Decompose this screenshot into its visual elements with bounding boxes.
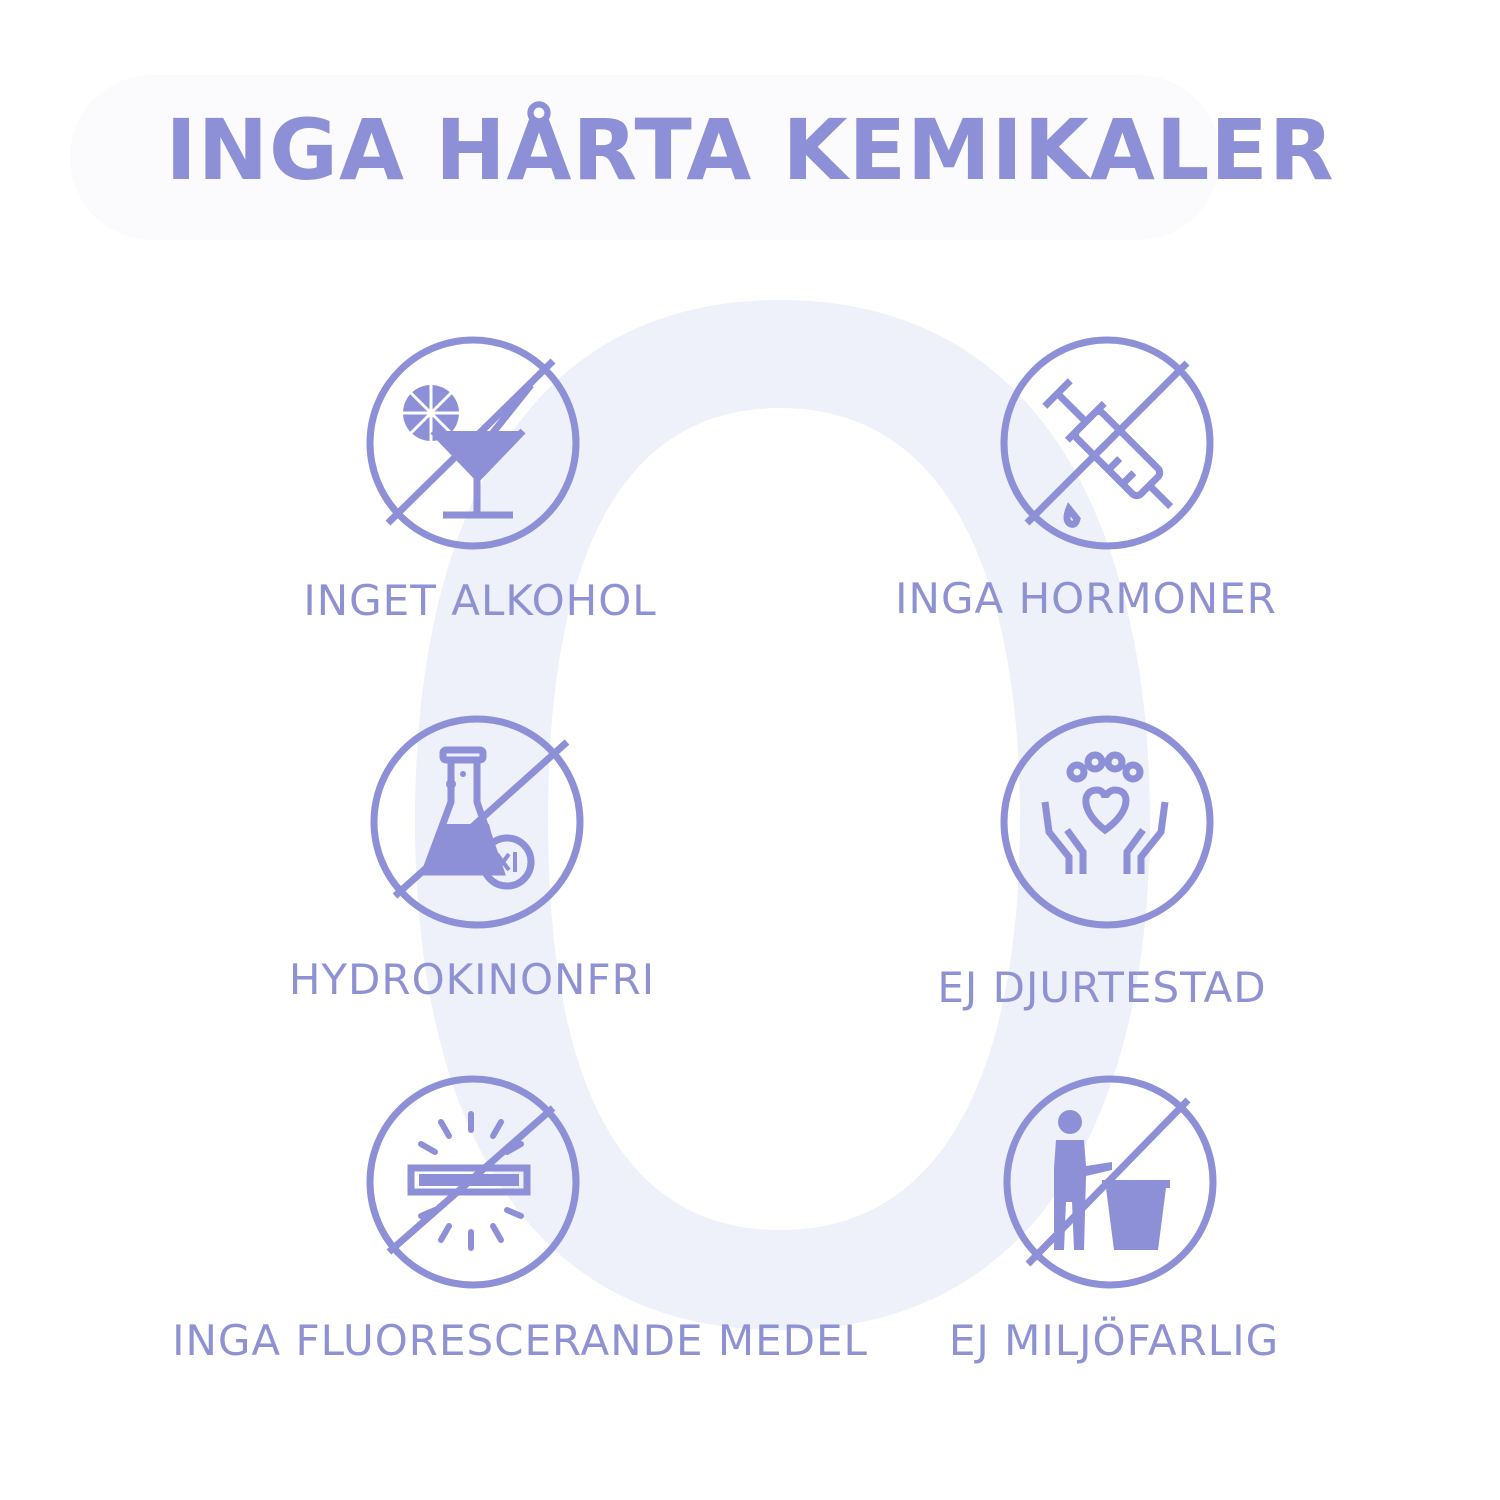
no-alcohol-icon	[363, 333, 583, 553]
feature-label-no-hormones: INGA HORMONER	[895, 574, 1277, 623]
feature-label-no-fluorescent: INGA FLUORESCERANDE MEDEL	[172, 1316, 868, 1365]
feature-label-no-alcohol: INGET ALKOHOL	[303, 576, 657, 625]
page-title: INGA HÅRTA KEMIKALER	[165, 101, 1335, 199]
feature-label-cruelty-free: EJ DJURTESTAD	[937, 963, 1267, 1012]
feature-label-hydroquinone-free: HYDROKINONFRI	[288, 955, 656, 1004]
cruelty-free-icon	[997, 712, 1217, 932]
no-hydroquinone-icon	[367, 712, 587, 932]
not-environmentally-hazardous-icon	[1000, 1072, 1220, 1292]
no-hormones-icon	[997, 333, 1217, 553]
feature-label-not-environmentally-hazardous: EJ MILJÖFARLIG	[948, 1316, 1280, 1365]
no-fluorescent-icon	[363, 1072, 583, 1292]
